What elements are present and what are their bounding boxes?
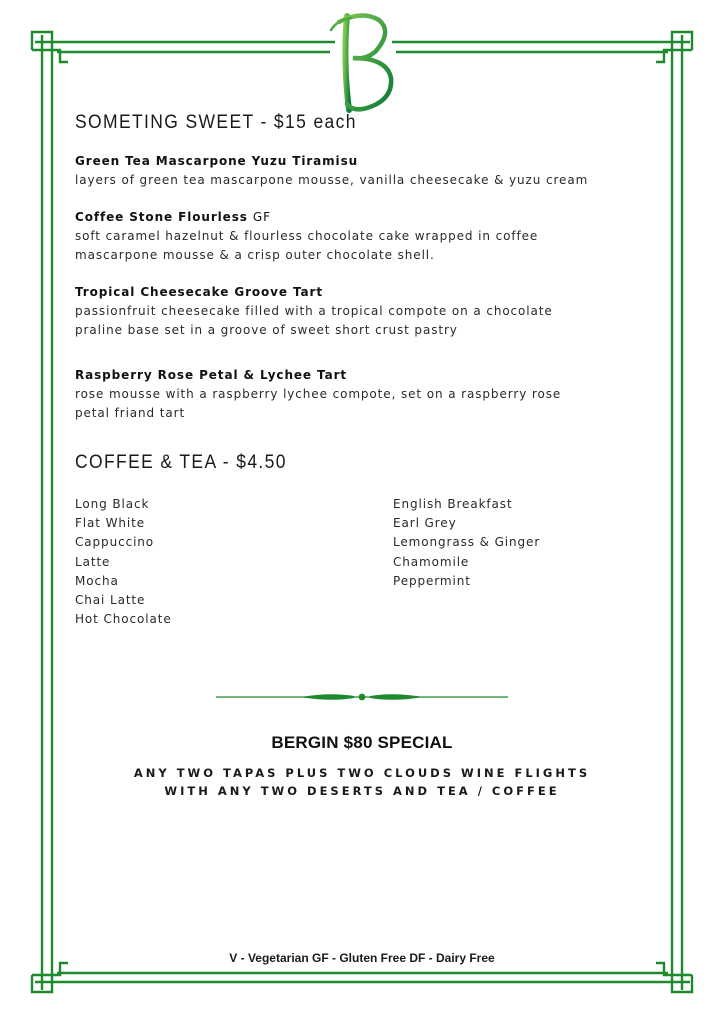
menu-item xyxy=(75,366,655,423)
coffee-item: Cappuccino xyxy=(75,535,155,550)
coffee-item: Mocha xyxy=(75,573,119,588)
item-description: rose mousse with a raspberry lychee compote, set on a raspberry rose xyxy=(75,387,562,401)
menu-item xyxy=(75,152,655,190)
coffee-item: Flat White xyxy=(75,516,146,531)
coffee-item: Chai Latte xyxy=(75,593,146,608)
item-name: Coffee Stone Flourless GF xyxy=(75,210,271,224)
item-name: Raspberry Rose Petal & Lychee Tart xyxy=(75,368,348,382)
special-line: WITH ANY TWO DESERTS AND TEA / COFFEE xyxy=(164,784,560,798)
sweets-section-title: SOMETING SWEET - $15 each xyxy=(75,112,357,133)
item-name: Tropical Cheesecake Groove Tart xyxy=(75,285,324,299)
menu-content xyxy=(75,112,655,627)
menu-item xyxy=(75,283,655,340)
dietary-legend: V - Vegetarian GF - Gluten Free DF - Dairy Free xyxy=(229,951,495,965)
tea-item: Peppermint xyxy=(393,573,471,588)
tea-item: Lemongrass & Ginger xyxy=(393,535,541,550)
coffee-item: Hot Chocolate xyxy=(75,612,172,627)
item-description: layers of green tea mascarpone mousse, vanilla cheesecake & yuzu cream xyxy=(75,173,589,187)
item-description: praline base set in a groove of sweet short crust pastry xyxy=(75,323,458,337)
item-name: Green Tea Mascarpone Yuzu Tiramisu xyxy=(75,154,359,168)
coffee-item: Latte xyxy=(75,554,111,569)
drinks-section-title: COFFEE & TEA - $4.50 xyxy=(75,452,287,473)
dietary-tag: GF xyxy=(252,210,271,224)
ornament-divider xyxy=(216,690,508,704)
brand-logo xyxy=(317,8,407,118)
tea-item: Chamomile xyxy=(393,554,470,569)
menu-item xyxy=(75,208,655,265)
special-line: ANY TWO TAPAS PLUS TWO CLOUDS WINE FLIGHTS xyxy=(133,766,591,780)
item-description: soft caramel hazelnut & flourless chocolate cake wrapped in coffee xyxy=(75,229,539,243)
coffee-column xyxy=(75,495,172,629)
special-description xyxy=(0,764,724,800)
special-title: BERGIN $80 SPECIAL xyxy=(271,733,453,752)
item-description: mascarpone mousse & a crisp outer chocolate shell. xyxy=(75,248,435,262)
coffee-item: Long Black xyxy=(75,497,150,511)
tea-item: English Breakfast xyxy=(393,497,513,511)
item-description: passionfruit cheesecake filled with a tropical compote on a chocolate xyxy=(75,304,553,318)
tea-item: Earl Grey xyxy=(393,516,457,531)
tea-column xyxy=(393,495,540,591)
item-description: petal friand tart xyxy=(75,406,186,420)
